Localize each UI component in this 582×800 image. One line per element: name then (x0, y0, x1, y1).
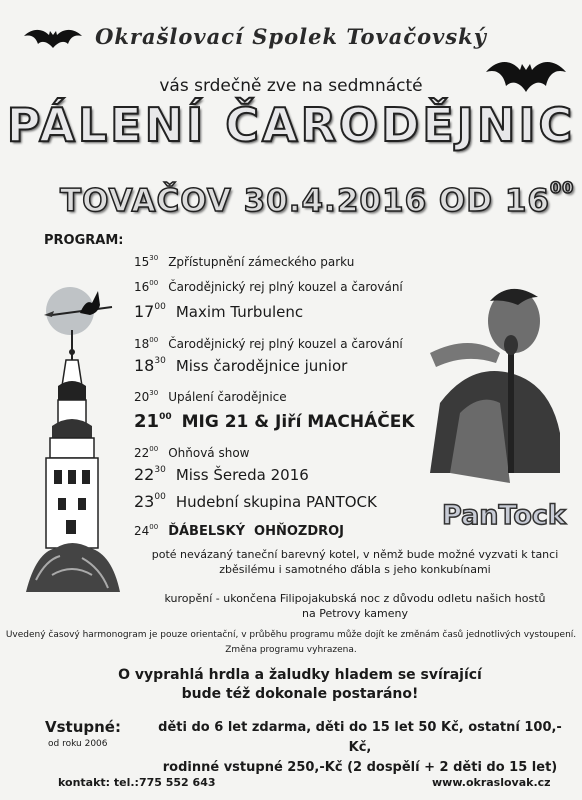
date-text: TOVAČOV 30.4.2016 OD 16 (60, 183, 550, 219)
disclaimer: Uvedený časový harmonogram je pouze orientační, v průběhu programu může dojít ke změnám časů jednotlivých vystoupení. (5, 630, 577, 640)
program-text: Upálení čarodějnice (168, 390, 287, 404)
refreshments-note (40, 666, 560, 704)
program-text: Zpřístupnění zámeckého parku (168, 255, 355, 269)
program-time: $15^{30}$ (134, 254, 159, 269)
admission-label: Vstupné: (45, 718, 121, 736)
program-text: Maxim Turbulenc (175, 303, 304, 321)
program-item (134, 442, 249, 461)
date-minutes: 00 (549, 178, 575, 197)
admission-since: od roku 2006 (48, 739, 108, 749)
refreshments-line-1: O vyprahlá hrdla a žaludky hladem se svírající (118, 667, 482, 683)
program-item (134, 251, 354, 270)
program-item (134, 276, 403, 295)
program-item (134, 386, 287, 405)
program-text: Miss Šereda 2016 (175, 466, 309, 484)
program-item (134, 333, 403, 352)
kuropeni-line-1: kuropění - ukončena Filipojakubská noc z důvodu odletu našich hostů (164, 592, 546, 605)
singer-photo (430, 283, 560, 473)
invitation-text: vás srdečně zve na sedmnácté (159, 76, 423, 96)
program-label: PROGRAM: (44, 233, 124, 248)
pantock-logo-text: PanTock (442, 500, 566, 531)
program-item (134, 492, 377, 511)
program-text: Hudební skupina PANTOCK (175, 493, 377, 511)
program-text: Miss čarodějnice junior (175, 357, 348, 375)
program-text: ĎÁBELSKÝ OHŇOZDROJ (168, 524, 345, 539)
event-date (60, 178, 574, 219)
program-item (134, 411, 415, 432)
program-time: $22^{00}$ (134, 445, 159, 460)
prices-line-2: rodinné vstupné 250,-Kč (2 dospělí + 2 děti do 15 let) (162, 760, 558, 775)
prices-line-1: děti do 6 let zdarma, děti do 15 let 50 Kč, ostatní 100,-Kč, (158, 720, 562, 755)
program-time: $21^{00}$ (134, 411, 172, 432)
website-url: www.okraslovak.cz (432, 776, 551, 789)
organization-name: Okrašlovací Spolek Tovačovský (95, 24, 487, 49)
after-line-2: zběsilému i samotného ďábla s jeho konkubínami (219, 563, 491, 576)
program-text: Ohňová show (168, 446, 250, 460)
program-item (134, 520, 344, 539)
pantock-logo (440, 490, 566, 532)
program-time: $23^{00}$ (134, 492, 166, 511)
program-text: MIG 21 & Jiří MACHÁČEK (181, 412, 415, 432)
admission-prices (150, 718, 570, 778)
after-program-text (130, 547, 580, 577)
kuropeni-text (130, 591, 580, 621)
kuropeni-line-2: na Petrovy kameny (302, 607, 408, 620)
contact-phone: kontakt: tel.:775 552 643 (58, 776, 216, 789)
program-item (134, 302, 303, 321)
after-line-1: poté nevázaný taneční barevný kotel, v němž bude možné vyzvati k tanci (151, 548, 559, 561)
program-time: $17^{00}$ (134, 302, 166, 321)
program-text: Čarodějnický rej plný kouzel a čarování (168, 337, 403, 351)
program-change-note: Změna programu vyhrazena. (225, 645, 357, 655)
program-time: $18^{30}$ (134, 356, 166, 375)
program-item (134, 465, 309, 484)
tower-illustration (22, 330, 122, 595)
program-time: $20^{30}$ (134, 389, 159, 404)
event-title: PÁLENÍ ČARODĚJNIC (6, 98, 576, 152)
program-item (134, 356, 347, 375)
program-time: $18^{00}$ (134, 336, 159, 351)
refreshments-line-2: bude též dokonale postaráno! (181, 686, 419, 702)
program-time: $22^{30}$ (134, 465, 166, 484)
program-time: $16^{00}$ (134, 279, 159, 294)
program-time: $24^{00}$ (134, 523, 159, 538)
program-text: Čarodějnický rej plný kouzel a čarování (168, 280, 403, 294)
